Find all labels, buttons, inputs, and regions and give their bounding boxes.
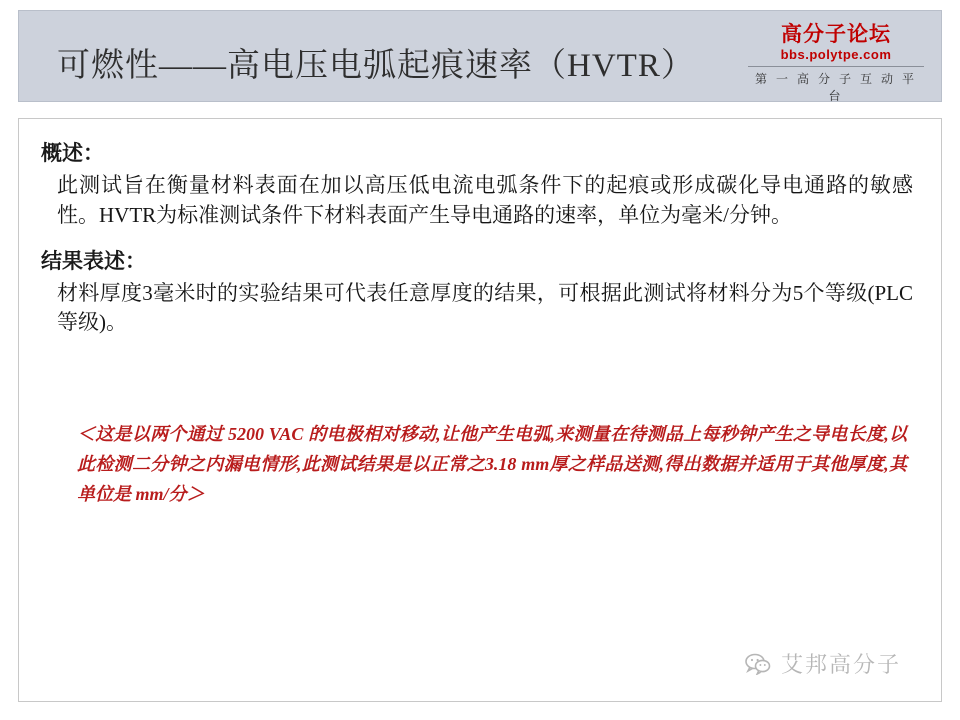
section-heading-results: 结果表述： (41, 248, 146, 273)
section-heading-overview: 概述： (41, 141, 104, 165)
section-text-results: 材料厚度3毫米时的实验结果可代表任意厚度的结果，可根据此测试将材料分为5个等级(PLC等级)。 (57, 280, 913, 335)
page-title: 可燃性——高电压电弧起痕速率（HVTR） (57, 48, 695, 84)
watermark-label: 艾邦高分子 (780, 652, 901, 677)
slide-body (18, 118, 942, 702)
annotation-note: ＜这是以两个通过 5200 VAC 的电极相对移动,让他产生电弧,来测量在待测品上每秒钟产生之导电长度,以此检测二分钟之内漏电情形,此测试结果是以正常之3.18 mm厚之样品送测,得出数据并适用于其他厚度,其单位是 mm/分＞ (77, 424, 907, 505)
brand-divider (748, 66, 924, 67)
watermark (745, 648, 901, 679)
brand-name: 高分子论坛 (781, 22, 891, 46)
slide-content (41, 137, 921, 338)
slide-header-band (18, 10, 942, 102)
brand-logo (745, 23, 927, 104)
brand-tagline: 第 一 高 分 子 互 动 平 台 (754, 72, 917, 104)
wechat-icon (745, 653, 771, 675)
brand-url: bbs.polytpe.com (780, 47, 892, 63)
section-text-overview: 此测试旨在衡量材料表面在加以高压低电流电弧条件下的起痕或形成碳化导电通路的敏感性。HVTR为标准测试条件下材料表面产生导电通路的速率，单位为毫米/分钟。 (57, 173, 913, 227)
